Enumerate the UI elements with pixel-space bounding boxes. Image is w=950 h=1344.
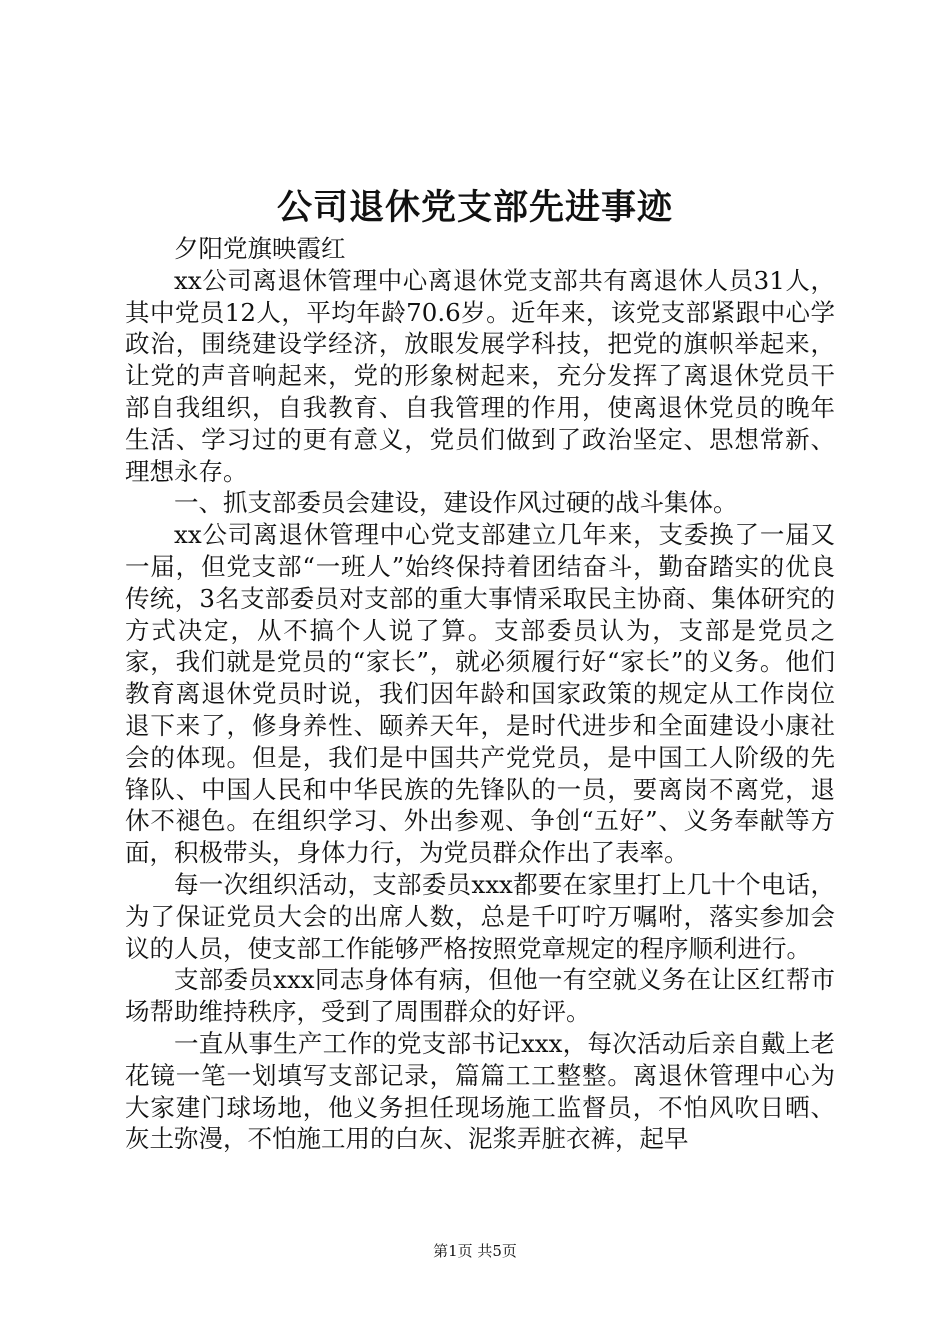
document-body [125,233,835,1155]
body-paragraph: 支部委员xxx同志身体有病，但他一有空就义务在让区红帮市场帮助维持秩序，受到了周围群众的好评。 [125,965,835,1027]
page-indicator: 第1页 共5页 [433,1242,517,1260]
document-title: 公司退休党支部先进事迹 [276,187,673,228]
body-paragraph: xx公司离退休管理中心离退休党支部共有离退休人员31人，其中党员12人，平均年龄70.6岁。近年来，该党支部紧跟中心学政治，围绕建设学经济，放眼发展学科技，把党的旗帜举起来，让党的声音响起来，党的形象树起来，充分发挥了离退休党员干部自我组织，自我教育、自我管理的作用，使离退休党员的晚年生活、学习过的更有意义，党员们做到了政治坚定、思想常新、理想永存。 [125,265,835,486]
body-paragraph: 每一次组织活动，支部委员xxx都要在家里打上几十个电话，为了保证党员大会的出席人数，总是千叮咛万嘱咐，落实参加会议的人员，使支部工作能够严格按照党章规定的程序顺利进行。 [125,869,835,963]
body-paragraph: 一直从事生产工作的党支部书记xxx，每次活动后亲自戴上老花镜一笔一划填写支部记录，篇篇工工整整。离退休管理中心为大家建门球场地，他义务担任现场施工监督员，不怕风吹日晒、灰土弥漫，不怕施工用的白灰、泥浆弄脏衣裤，起早 [125,1028,835,1154]
subtitle-paragraph: 夕阳党旗映霞红 [174,234,346,263]
body-paragraph: xx公司离退休管理中心党支部建立几年来，支委换了一届又一届，但党支部“一班人”始终保持着团结奋斗，勤奋踏实的优良传统，3名支部委员对支部的重大事情采取民主协商、集体研究的方式决定，从不搞个人说了算。支部委员认为，支部是党员之家，我们就是党员的“家长”，就必须履行好“家长”的义务。他们教育离退休党员时说，我们因年龄和国家政策的规定从工作岗位退下来了，修身养性、颐养天年，是时代进步和全面建设小康社会的体现。但是，我们是中国共产党党员，是中国工人阶级的先锋队、中国人民和中华民族的先锋队的一员，要离岗不离党，退休不褪色。在组织学习、外出参观、争创“五好”、义务奉献等方面，积极带头，身体力行，为党员群众作出了表率。 [125,520,835,868]
section-heading-paragraph: 一、抓支部委员会建设，建设作风过硬的战斗集体。 [174,488,738,518]
page-footer [0,1241,950,1261]
